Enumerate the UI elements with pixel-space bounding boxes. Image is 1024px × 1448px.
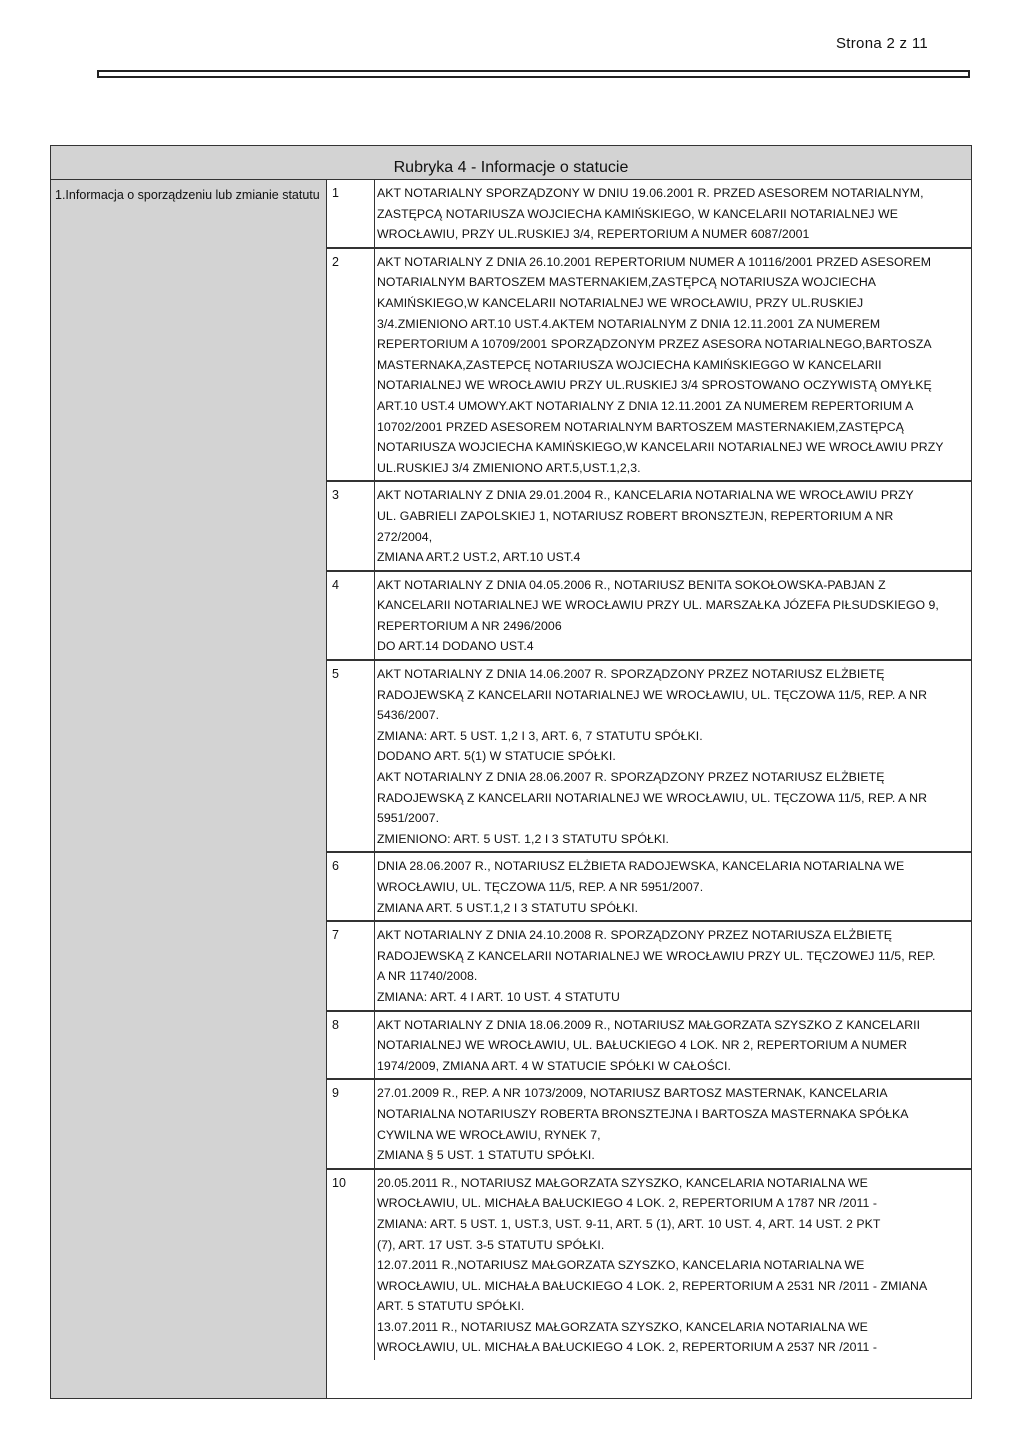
entry-row: [327, 482, 971, 571]
statute-section: [50, 145, 972, 1399]
entries-list: [327, 180, 971, 1398]
header-bar: [97, 70, 970, 78]
entry-number: 3: [327, 482, 375, 569]
section-title: Rubryka 4 - Informacje o statucie: [51, 146, 971, 180]
entry-row: [327, 1080, 971, 1169]
entry-number: 5: [327, 661, 375, 851]
section-body: [51, 180, 971, 1398]
entry-row: [327, 249, 971, 483]
entry-text: AKT NOTARIALNY SPORZĄDZONY W DNIU 19.06.2001 R. PRZED ASESOREM NOTARIALNYM, ZASTĘPCĄ NOTARIUSZA WOJCIECHA KAMIŃSKIEGO, W KANCELARII NOTARIALNEJ WE WROCŁAWIU, PRZY UL.RUSKIEJ 3/4, REPERTORIUM A NUMER 6087/2001: [377, 186, 924, 242]
entry-text: AKT NOTARIALNY Z DNIA 29.01.2004 R., KANCELARIA NOTARIALNA WE WROCŁAWIU PRZY UL. GABRIELI ZAPOLSKIEJ 1, NOTARIUSZ ROBERT BRONSZTEJN, REPERTORIUM A NR 272/2004, ZMIANA ART.2 UST.2, ART.10 UST.4: [377, 488, 914, 565]
entry-text: AKT NOTARIALNY Z DNIA 18.06.2009 R., NOTARIUSZ MAŁGORZATA SZYSZKO Z KANCELARII NOTARIALNEJ WE WROCŁAWIU, UL. BAŁUCKIEGO 4 LOK. NR 2, REPERTORIUM A NUMER 1974/2009, ZMIANA ART. 4 W STATUCIE SPÓŁKI W CAŁOŚCI.: [377, 1017, 921, 1073]
entry-number: 9: [327, 1080, 375, 1167]
entry-number: 6: [327, 853, 375, 920]
entry-row: [327, 1170, 971, 1360]
entry-row: [327, 1012, 971, 1081]
entry-row: [327, 853, 971, 922]
entry-text: AKT NOTARIALNY Z DNIA 14.06.2007 R. SPORZĄDZONY PRZEZ NOTARIUSZ ELŻBIETĘ RADOJEWSKĄ Z KANCELARII NOTARIALNEJ WE WROCŁAWIU, UL. TĘCZOWA 11/5, REP. A NR 5436/2007. ZMIANA: ART. 5 UST. 1,2 I 3, ART. 6, 7 STATUTU SPÓŁKI. DODANO ART. 5(1) W STATUCIE SPÓŁKI. AKT NOTARIALNY Z DNIA 28.06.2007 R. SPORZĄDZONY PRZEZ NOTARIUSZ ELŻBIETĘ RADOJEWSKĄ Z KANCELARII NOTARIALNEJ WE WROCŁAWIU, UL. TĘCZOWA 11/5, REP. A NR 5951/2007. ZMIENIONO: ART. 5 UST. 1,2 I 3 STATUTU SPÓŁKI.: [377, 667, 928, 846]
entry-number: 1: [327, 180, 375, 247]
entry-number: 10: [327, 1170, 375, 1360]
entry-text: AKT NOTARIALNY Z DNIA 04.05.2006 R., NOTARIUSZ BENITA SOKOŁOWSKA-PABJAN Z KANCELARII NOTARIALNEJ WE WROCŁAWIU PRZY UL. MARSZAŁKA JÓZEFA PIŁSUDSKIEGO 9, REPERTORIUM A NR 2496/2006 DO ART.14 DODANO UST.4: [377, 577, 939, 654]
entry-text: 27.01.2009 R., REP. A NR 1073/2009, NOTARIUSZ BARTOSZ MASTERNAK, KANCELARIA NOTARIALNA NOTARIUSZY ROBERTA BRONSZTEJNA I BARTOSZA MASTERNAKA SPÓŁKA CYWILNA WE WROCŁAWIU, RYNEK 7, ZMIANA § 5 UST. 1 STATUTU SPÓŁKI.: [377, 1086, 909, 1163]
entry-row: [327, 180, 971, 249]
entry-row: [327, 922, 971, 1011]
entry-text: 20.05.2011 R., NOTARIUSZ MAŁGORZATA SZYSZKO, KANCELARIA NOTARIALNA WE WROCŁAWIU, UL. MICHAŁA BAŁUCKIEGO 4 LOK. 2, REPERTORIUM A 1787 NR /2011 - ZMIANA: ART. 5 UST. 1, UST.3, UST. 9-11, ART. 5 (1), ART. 10 UST. 4, ART. 14 UST. 2 PKT (7), ART. 17 UST. 3-5 STATUTU SPÓŁKI. 12.07.2011 R.,NOTARIUSZ MAŁGORZATA SZYSZKO, KANCELARIA NOTARIALNA WE WROCŁAWIU, UL. MICHAŁA BAŁUCKIEGO 4 LOK. 2, REPERTORIUM A 2531 NR /2011 - ZMIANA ART. 5 STATUTU SPÓŁKI. 13.07.2011 R., NOTARIUSZ MAŁGORZATA SZYSZKO, KANCELARIA NOTARIALNA WE WROCŁAWIU, UL. MICHAŁA BAŁUCKIEGO 4 LOK. 2, REPERTORIUM A 2537 NR /2011 -: [377, 1175, 928, 1355]
section-label: 1.Informacja o sporządzeniu lub zmianie statutu: [51, 180, 327, 1398]
entry-row: [327, 572, 971, 661]
page-number: Strona 2 z 11: [835, 35, 928, 52]
entry-number: 8: [327, 1012, 375, 1079]
entry-number: 2: [327, 249, 375, 481]
entry-text: DNIA 28.06.2007 R., NOTARIUSZ ELŻBIETA RADOJEWSKA, KANCELARIA NOTARIALNA WE WROCŁAWIU, UL. TĘCZOWA 11/5, REP. A NR 5951/2007. ZMIANA ART. 5 UST.1,2 I 3 STATUTU SPÓŁKI.: [377, 859, 905, 915]
entry-text: AKT NOTARIALNY Z DNIA 26.10.2001 REPERTORIUM NUMER A 10116/2001 PRZED ASESOREM NOTARIALNYM BARTOSZEM MASTERNAKIEM,ZASTĘPCĄ NOTARIUSZA WOJCIECHA KAMIŃSKIEGO,W KANCELARII NOTARIALNEJ WE WROCŁAWIU, PRZY UL.RUSKIEJ 3/4.ZMIENIONO ART.10 UST.4.AKTEM NOTARIALNYM Z DNIA 12.11.2001 ZA NUMEREM REPERTORIUM A 10709/2001 SPORZĄDZONYM PRZEZ ASESORA NOTARIALNEGO,BARTOSZA MASTERNAKA,ZASTEPCĘ NOTARIUSZA WOJCIECHA KAMIŃSKIEGGO W KANCELARII NOTARIALNEJ WE WROCŁAWIU PRZY UL.RUSKIEJ 3/4 SPROSTOWANO OCZYWISTĄ OMYŁKĘ ART.10 UST.4 UMOWY.AKT NOTARIALNY Z DNIA 12.11.2001 ZA NUMEREM REPERTORIUM A 10702/2001 PRZED ASESOREM NOTARIALNYM BARTOSZEM MASTERNAKIEM,ZASTĘPCĄ NOTARIUSZA WOJCIECHA KAMIŃSKIEGO,W KANCELARII NOTARIALNEJ WE WROCŁAWIU PRZY UL.RUSKIEJ 3/4 ZMIENIONO ART.5,UST.1,2,3.: [377, 254, 944, 475]
entry-text: AKT NOTARIALNY Z DNIA 24.10.2008 R. SPORZĄDZONY PRZEZ NOTARIUSZA ELŻBIETĘ RADOJEWSKĄ Z KANCELARII NOTARIALNEJ WE WROCŁAWIU PRZY UL. TĘCZOWEJ 11/5, REP. A NR 11740/2008. ZMIANA: ART. 4 I ART. 10 UST. 4 STATUTU: [377, 928, 936, 1004]
entry-row: [327, 661, 971, 853]
entry-number: 4: [327, 572, 375, 659]
entry-number: 7: [327, 922, 375, 1009]
